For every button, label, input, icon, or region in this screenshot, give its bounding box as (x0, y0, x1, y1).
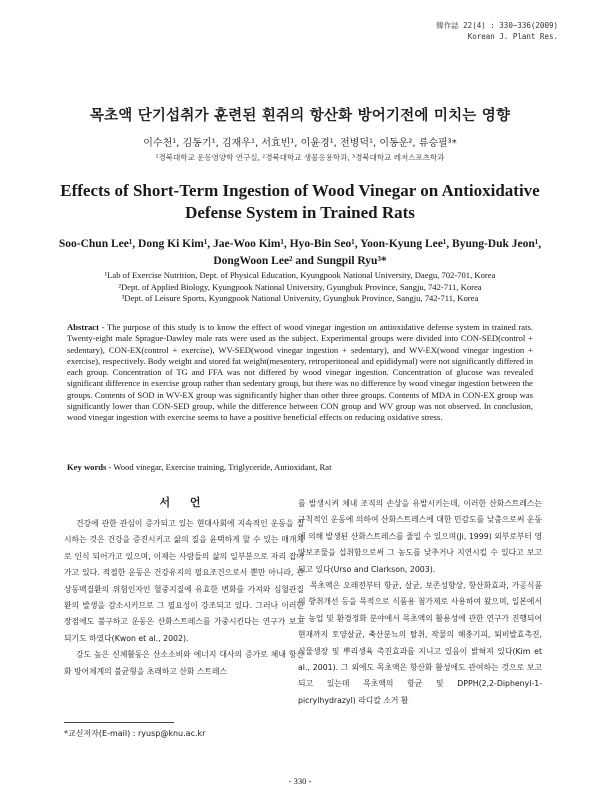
body-paragraph: 목초액은 오래전부터 항균, 살균, 보존성향상, 항산화효과, 가공식품의 향취개선 등을 목적으로 식품용 첨가제로 사용하여 왔으며, 일본에서는 농업 및 환경정화 분야에서 목초액의 활용성에 관한 연구가 진행되어 현재까지 토양살균, 축산분뇨의 탈취, 작물의 해충기피, 퇴비발효촉진, 식물생장 및 뿌리생육 촉진효과를 지니고 있음이 밝혀져 있다(Kim et al., 2001). 그 외에도 목초액은 항산화 활성에도 관여하는 것으로 보고되고 있는데 목초액의 항균 및 DPPH(2,2-Diphenyl-1-picrylhydrazyl) 라디칼 소거 활 (298, 581, 542, 705)
section-title-introduction: 서 언 (159, 496, 209, 509)
abstract-label: Abstract (67, 322, 99, 332)
korean-affiliations: ¹경북대학교 운동영양학 연구실, ²경북대학교 생물응용학과, ³경북대학교 레저스포츠학과 (155, 153, 445, 162)
journal-citation (436, 20, 558, 42)
keywords-text: - Wood vinegar, Exercise training, Triglyceride, Antioxidant, Rat (108, 462, 332, 472)
body-column-right (298, 496, 542, 709)
journal-volume-line: 韓作誌 22(4) : 330~336(2009) (436, 21, 558, 30)
keywords (67, 462, 533, 472)
corresponding-author-footnote: *교신저자(E-mail) : ryusp@knu.ac.kr (64, 729, 206, 738)
body-paragraph: 건강에 관한 관심이 증가되고 있는 현대사회에 지속적인 운동을 실시하는 것은 건강을 증진시키고 삶의 질을 윤택하게 할 수 있는 매개체로 인식 되어가고 있으며, 이제는 사람들의 삶의 일부분으로 자리 잡아가고 있다. 적절한 운동은 건강유지의 필요조건으로서 뿐만 아니라, 관상동맥질환의 위험인자인 혈중지질에 유효한 변화를 가져와 심혈관질환의 발생을 감소시키므로 그 필요성이 강조되고 있다. 그러나 이러한 장점에도 불구하고 운동은 산화스트레스를 가중시킨다는 연구가 보고되기도 하였다(Kwon et al., 2002). (64, 519, 304, 643)
english-title: Effects of Short-Term Ingestion of Wood Vinegar on Antioxidative Defense System in Trained Rats (60, 181, 540, 222)
body-paragraph: 강도 높은 신체활동은 산소소비와 에너지 대사의 증가로 체내 항산화 방어체계의 불균형을 초래하고 산화 스트레스 (64, 650, 304, 676)
affiliation-2: ²Dept. of Applied Biology, Kyungpook National University, Gyungbuk Province, Sangju, 742-711, Korea (118, 281, 482, 292)
english-authors: Soo-Chun Lee¹, Dong Ki Kim¹, Jae-Woo Kim¹, Hyo-Bin Seo¹, Yoon-Kyung Lee¹, Byung-Duk Jeon¹, DongWoon Lee² and Sungpil Ryu³* (58, 238, 542, 267)
body-column-left (64, 496, 304, 680)
abstract (67, 322, 533, 424)
english-affiliations (40, 270, 560, 305)
affiliation-3: ³Dept. of Leisure Sports, Kyungpook National University, Gyungbuk Province, Sangju, 742-711, Korea (121, 293, 479, 303)
footnote-divider (64, 722, 174, 723)
body-paragraph: 를 발생시켜 체내 조직의 손상을 유발시키는데, 이러한 산화스트레스는 규칙적인 운동에 의하여 산화스트레스에 대한 민감도를 낮춤으로써 운동에 의해 발생된 산화스트레스를 줄일 수 있으며(Ji, 1999) 외부로부터 영양보조물을 섭취함으로써 그 농도를 낮추거나 지연시킬 수 있다고 보고되고 있다(Urso and Clarkson, 2003). (298, 499, 542, 574)
korean-authors: 이수천¹, 김동기¹, 김재우¹, 서효빈¹, 이윤경¹, 전병덕¹, 이동운², 류승필³* (143, 138, 457, 149)
keywords-label: Key words (67, 462, 107, 472)
korean-title: 목초액 단기섭취가 훈련된 흰쥐의 항산화 방어기전에 미치는 영향 (89, 108, 511, 124)
abstract-text: - The purpose of this study is to know the effect of wood vinegar ingestion on antioxidative defense system in trained rats. Twenty-eight male Sprague-Dawley male rats were used as the subject. Experimental groups were divided into CON-SED(control + sedentary), CON-EX(control + exercise), WV-SED(wood vinegar ingestion + sedentary), and WV-EX(wood vinegar ingestion + exercise), respectively. Body weight and stored fat weight(mesentery, retroperitoneal and epididymal) were not significantly differed in each group. Concentration of TG and FFA was not differed by wood vinegar ingestion. Concentration of glucose was revealed significant difference in exercise group rather than sedentary group, but there was no difference by wood vinegar ingestion between the groups. Contents of SOD in WV-EX group was significantly higher than other three groups. Contents of MDA in CON-EX group was significantly lower than CON-SED group, while the difference between CON group and WV group was not observed. In conclusion, wood vinegar ingestion with exercise seems to have a positive beneficial effects on reducing oxidative stress. (67, 322, 533, 423)
page-number: - 330 - (288, 776, 312, 786)
journal-name-line: Korean J. Plant Res. (467, 32, 558, 41)
affiliation-1: ¹Lab of Exercise Nutrition, Dept. of Physical Education, Kyungpook National University, Daegu, 702-701, Korea (104, 270, 496, 280)
